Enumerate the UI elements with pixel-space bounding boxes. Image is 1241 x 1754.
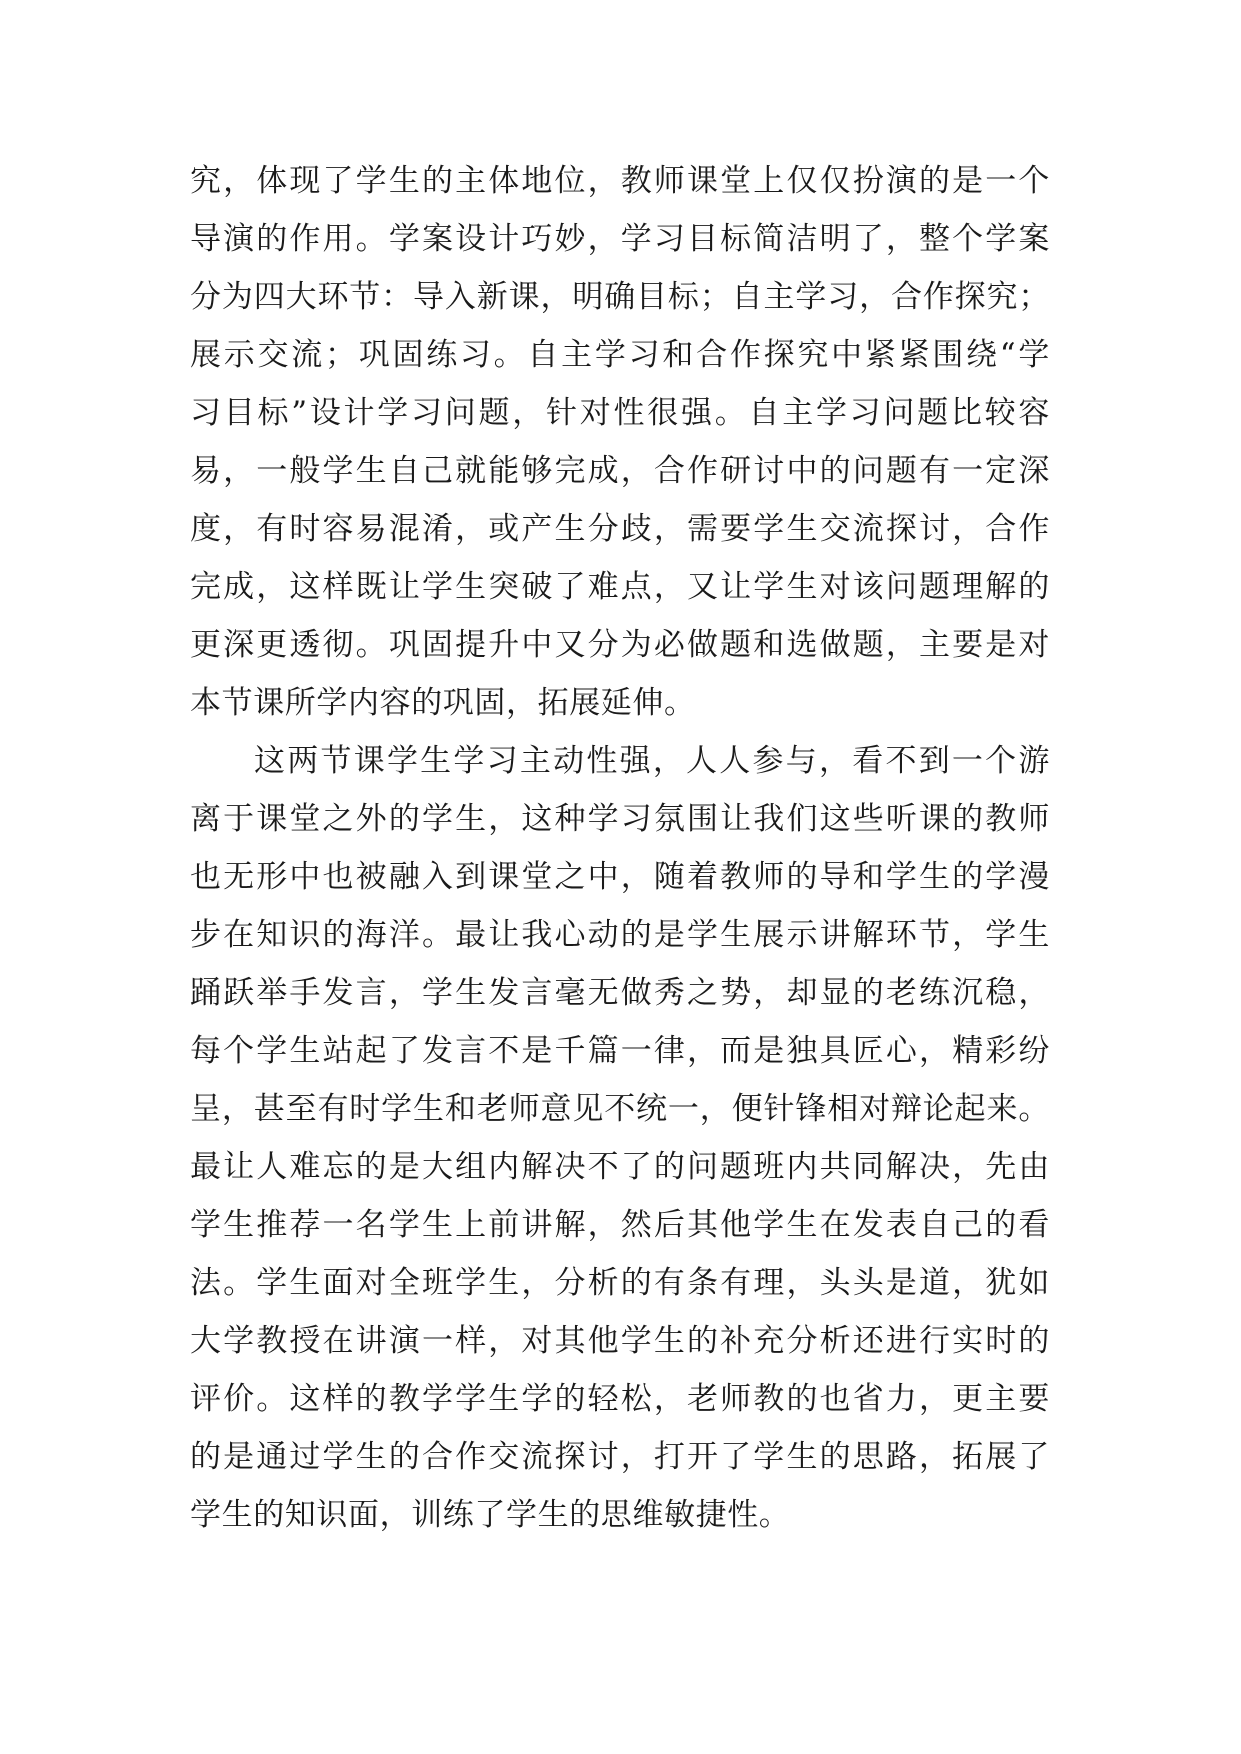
text-line: 评价。这样的教学学生学的轻松，老师教的也省力，更主要 — [190, 1381, 1050, 1417]
text-line: 易，一般学生自己就能够完成，合作研讨中的问题有一定深 — [190, 453, 1050, 489]
text-line: 更深更透彻。巩固提升中又分为必做题和选做题，主要是对 — [190, 627, 1050, 663]
text-line: 呈，甚至有时学生和老师意见不统一，便针锋相对辩论起来。 — [190, 1091, 1050, 1127]
text-line: 踊跃举手发言，学生发言毫无做秀之势，却显的老练沉稳， — [190, 975, 1050, 1011]
paragraph-1 — [190, 152, 1050, 732]
body-text — [190, 152, 1050, 1544]
text-line: 展示交流；巩固练习。自主学习和合作探究中紧紧围绕“学 — [190, 337, 1050, 373]
text-line: 学生的知识面，训练了学生的思维敏捷性。 — [190, 1497, 791, 1533]
text-line: 完成，这样既让学生突破了难点，又让学生对该问题理解的 — [190, 569, 1050, 605]
text-line: 习目标”设计学习问题，针对性很强。自主学习问题比较容 — [190, 395, 1050, 431]
text-line: 度，有时容易混淆，或产生分歧，需要学生交流探讨，合作 — [190, 511, 1050, 547]
paragraph-2 — [190, 732, 1050, 1544]
text-line: 究，体现了学生的主体地位，教师课堂上仅仅扮演的是一个 — [190, 163, 1050, 199]
text-line: 也无形中也被融入到课堂之中，随着教师的导和学生的学漫 — [190, 859, 1050, 895]
text-line: 这两节课学生学习主动性强，人人参与，看不到一个游 — [254, 743, 1050, 779]
text-line: 的是通过学生的合作交流探讨，打开了学生的思路，拓展了 — [190, 1439, 1050, 1475]
text-line: 本节课所学内容的巩固，拓展延伸。 — [190, 685, 696, 721]
text-line: 最让人难忘的是大组内解决不了的问题班内共同解决，先由 — [190, 1149, 1050, 1185]
text-line: 分为四大环节：导入新课，明确目标；自主学习，合作探究； — [190, 279, 1050, 315]
text-line: 法。学生面对全班学生，分析的有条有理，头头是道，犹如 — [190, 1265, 1050, 1301]
text-line: 大学教授在讲演一样，对其他学生的补充分析还进行实时的 — [190, 1323, 1050, 1359]
text-line: 离于课堂之外的学生，这种学习氛围让我们这些听课的教师 — [190, 801, 1050, 837]
text-line: 步在知识的海洋。最让我心动的是学生展示讲解环节，学生 — [190, 917, 1050, 953]
text-line: 导演的作用。学案设计巧妙，学习目标简洁明了，整个学案 — [190, 221, 1050, 257]
text-line: 学生推荐一名学生上前讲解，然后其他学生在发表自己的看 — [190, 1207, 1050, 1243]
text-line: 每个学生站起了发言不是千篇一律，而是独具匠心，精彩纷 — [190, 1033, 1050, 1069]
